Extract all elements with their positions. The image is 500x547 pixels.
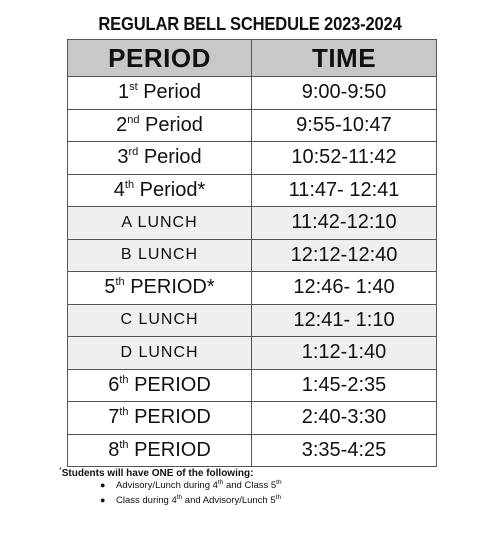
time-cell xyxy=(252,434,437,467)
ordinal-suffix: th xyxy=(119,438,129,451)
period-cell xyxy=(68,337,252,370)
ordinal-suffix: th xyxy=(119,406,129,419)
period-cell xyxy=(68,239,252,272)
bullet-text-part: th xyxy=(275,494,282,501)
time-cell xyxy=(252,369,437,402)
bullet-text-part: Class during 4 xyxy=(116,495,177,506)
bullet-text-part: th xyxy=(276,479,282,486)
time-cell xyxy=(252,207,437,240)
ordinal-suffix: nd xyxy=(127,113,140,126)
time-cell xyxy=(252,142,437,175)
time-range: 1:45-2:35 xyxy=(301,373,387,396)
period-label xyxy=(118,81,201,103)
table-row xyxy=(68,434,437,467)
time-cell xyxy=(252,174,437,207)
time-cell xyxy=(252,239,437,272)
period-label xyxy=(117,146,201,168)
period-number: 5 xyxy=(104,276,116,299)
lunch-label: D LUNCH xyxy=(120,343,199,361)
table-row xyxy=(68,239,437,272)
table-row xyxy=(68,369,437,402)
footnote-asterisk: * xyxy=(59,467,62,474)
time-cell xyxy=(252,337,437,370)
period-number: 4 xyxy=(113,178,125,201)
ordinal-suffix: th xyxy=(115,276,125,289)
time-cell xyxy=(252,304,437,337)
time-range: 1:12-1:40 xyxy=(301,341,387,364)
time-range: 11:42-12:10 xyxy=(291,211,397,234)
page-title: REGULAR BELL SCHEDULE 2023-2024 xyxy=(98,14,402,34)
period-cell xyxy=(68,434,252,467)
bell-schedule-table xyxy=(67,39,437,467)
time-range: 9:00-9:50 xyxy=(301,81,387,104)
period-number: 3 xyxy=(117,146,129,169)
footnote-bullet-list xyxy=(100,480,282,510)
bullet-text-part: and Class 5 xyxy=(223,480,277,491)
period-cell xyxy=(68,77,252,110)
period-number: 7 xyxy=(108,406,120,429)
period-cell xyxy=(68,369,252,402)
time-range: 10:52-11:42 xyxy=(291,146,397,169)
lunch-label: B LUNCH xyxy=(120,246,199,264)
bullet-text-part: and Advisory/Lunch 5 xyxy=(182,495,276,506)
period-cell xyxy=(68,109,252,142)
period-column-header: PERIOD xyxy=(68,40,252,77)
period-word: PERIOD* xyxy=(124,276,215,299)
time-range: 11:47- 12:41 xyxy=(288,178,400,201)
table-row xyxy=(68,337,437,370)
lunch-label: C LUNCH xyxy=(120,311,199,329)
table-row xyxy=(68,142,437,175)
footnote xyxy=(59,467,253,479)
bullet-icon: ● xyxy=(100,480,106,490)
time-cell xyxy=(252,109,437,142)
period-label xyxy=(116,114,203,136)
ordinal-suffix: rd xyxy=(128,146,139,159)
table-row xyxy=(68,304,437,337)
period-word: Period xyxy=(138,146,202,169)
table-row xyxy=(68,207,437,240)
period-label xyxy=(114,179,205,201)
period-cell xyxy=(68,207,252,240)
table-row xyxy=(68,402,437,435)
period-cell xyxy=(68,304,252,337)
period-number: 8 xyxy=(108,438,120,461)
table-row xyxy=(68,272,437,305)
bullet-text-part: Advisory/Lunch during 4 xyxy=(116,480,218,491)
list-item xyxy=(100,480,282,491)
period-word: PERIOD xyxy=(128,438,211,461)
time-cell xyxy=(252,272,437,305)
lunch-label: A LUNCH xyxy=(121,213,198,231)
time-range: 12:46- 1:40 xyxy=(293,276,395,299)
list-item xyxy=(100,495,282,506)
time-range: 3:35-4:25 xyxy=(301,438,387,461)
footnote-text: Students will have ONE of the following: xyxy=(61,468,254,479)
header-row xyxy=(68,40,437,77)
time-cell xyxy=(252,77,437,110)
period-word: PERIOD xyxy=(128,406,211,429)
period-label xyxy=(108,439,211,461)
table-row xyxy=(68,77,437,110)
ordinal-suffix: th xyxy=(119,373,129,386)
period-cell xyxy=(68,272,252,305)
period-number: 2 xyxy=(116,113,128,136)
bullet-icon: ● xyxy=(100,495,106,505)
period-word: Period* xyxy=(134,178,206,201)
ordinal-suffix: th xyxy=(124,178,135,191)
table-row xyxy=(68,109,437,142)
period-word: Period xyxy=(137,81,202,104)
period-label xyxy=(108,406,211,428)
time-range: 12:12-12:40 xyxy=(290,243,398,266)
period-label xyxy=(104,276,214,298)
time-range: 9:55-10:47 xyxy=(296,113,392,136)
bullet-text-part: th xyxy=(217,479,224,486)
time-cell xyxy=(252,402,437,435)
period-cell xyxy=(68,402,252,435)
period-word: Period xyxy=(139,113,203,136)
period-word: PERIOD xyxy=(128,373,211,396)
period-number: 1 xyxy=(117,81,130,104)
period-cell xyxy=(68,142,252,175)
period-cell xyxy=(68,174,252,207)
time-column-header: TIME xyxy=(252,40,437,77)
ordinal-suffix: st xyxy=(129,81,138,94)
period-label xyxy=(108,374,211,396)
table-row xyxy=(68,174,437,207)
time-range: 2:40-3:30 xyxy=(301,406,387,429)
bullet-text-part: th xyxy=(176,494,183,501)
period-number: 6 xyxy=(108,373,120,396)
time-range: 12:41- 1:10 xyxy=(293,308,395,331)
